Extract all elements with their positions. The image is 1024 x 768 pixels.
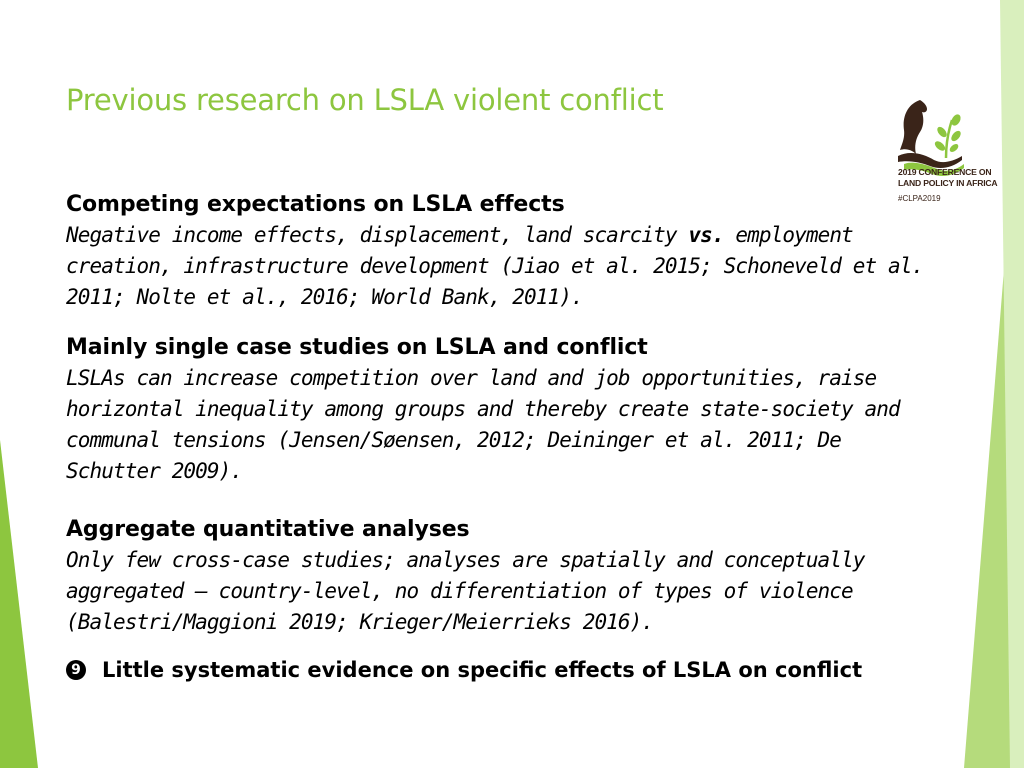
section-heading: Competing expectations on LSLA effects — [66, 192, 565, 217]
section-competing-expectations — [66, 190, 936, 313]
slide-title: Previous research on LSLA violent conflict — [66, 83, 664, 117]
body-text-end: employment creation, infrastructure development (Jiao et al. 2015; Schoneveld et al. 2011; Nolte et al., 2016; World Bank, 2011). — [66, 223, 924, 309]
section-heading: Mainly single case studies on LSLA and conflict — [66, 335, 648, 360]
section-heading: Aggregate quantitative analyses — [66, 517, 470, 542]
section-body — [66, 220, 936, 313]
body-text-start: Negative income effects, displacement, land scarcity — [66, 223, 689, 247]
conclusion-line — [66, 658, 862, 682]
logo-text-line1: 2019 CONFERENCE ON — [898, 167, 992, 177]
logo-text-line2: LAND POLICY IN AFRICA — [898, 178, 998, 188]
conclusion-text: Little systematic evidence on specific effects of LSLA on conflict — [102, 658, 863, 682]
logo-hashtag: #CLPA2019 — [898, 194, 941, 203]
body-emphasis: vs. — [688, 223, 724, 247]
left-green-stripe — [0, 440, 38, 768]
section-body: LSLAs can increase competition over land and job opportunities, raise horizontal inequality among groups and thereby create state-society and communal tensions (Jensen/Søensen, 2012; Deininger et al. 2011; De Schutter 2009). — [66, 366, 900, 483]
section-single-case-studies — [66, 333, 936, 487]
section-body: Only few cross-case studies; analyses are spatially and conceptually aggregated – country-level, no differentiation of types of violence (Balestri/Maggioni 2019; Krieger/Meierrieks 2016). — [66, 548, 865, 634]
numbered-bullet-icon: 9 — [66, 660, 86, 680]
section-aggregate-analyses — [66, 515, 936, 638]
